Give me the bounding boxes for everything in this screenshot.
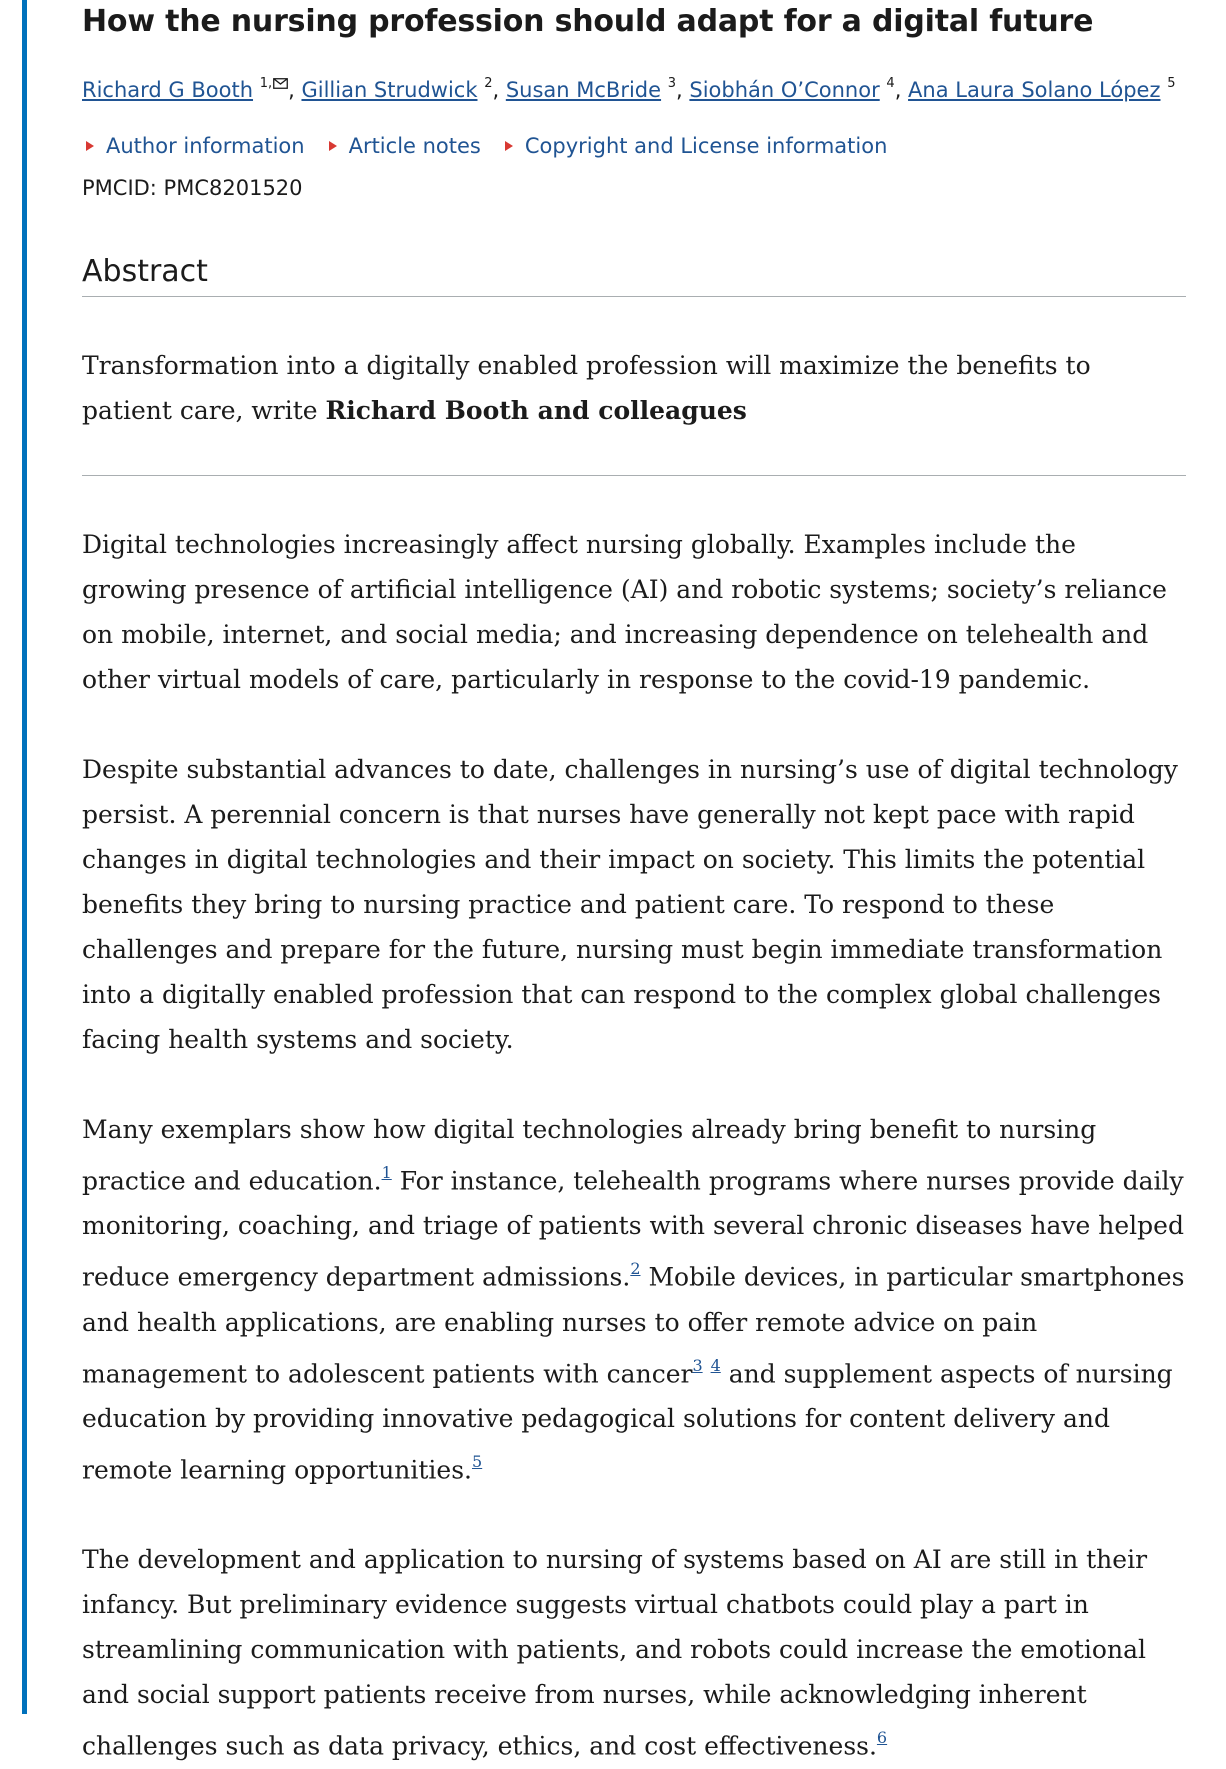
copyright-license-label: Copyright and License information: [524, 134, 888, 158]
author-link-strudwick[interactable]: Gillian Strudwick: [301, 78, 478, 102]
author-affiliation-sup: 2: [484, 76, 493, 91]
paragraph-text: and supplement aspects of nursing education by providing innovative pedagogical solutions for content delivery and remote learning opportunities.: [82, 1358, 1173, 1485]
abstract-text-plain: Transformation into a digitally enabled profession will maximize the benefits to patient care, write: [82, 351, 1091, 425]
author-list: Richard G Booth $^{1,}$ , Gillian Strudwick $^2$, Susan McBride $^3$, Siobhán O’Connor $^4$, Ana Laura Solano López $^5$: [82, 76, 1176, 102]
article-content: [82, 0, 1186, 1769]
author-affiliation-sup: 3: [667, 76, 677, 91]
reference-link-6[interactable]: 6: [876, 1728, 888, 1748]
author-link-solano-lopez[interactable]: Ana Laura Solano López: [908, 78, 1161, 102]
left-accent-bar: [22, 0, 27, 1714]
reference-link-1[interactable]: 1: [381, 1163, 392, 1182]
abstract-heading: Abstract: [82, 254, 1186, 297]
paragraph-text: The development and application to nursing of systems based on AI are still in their infancy. But preliminary evidence suggests virtual chatbots could play a part in streamlining communication with patients, and robots could increase the emotional and social support patients receive from nurses, while acknowledging inherent challenges such as data privacy, ethics, and cost effectiveness.: [82, 1545, 1148, 1761]
paragraph-text: Many exemplars show how digital technologies already bring benefit to nursing practice and education.: [82, 1115, 1097, 1196]
author-affiliation-sup: 4: [886, 76, 895, 91]
article-title: How the nursing profession should adapt for a digital future: [82, 4, 1094, 39]
body-paragraph-3: [82, 1107, 1186, 1492]
body-paragraph-2: Despite substantial advances to date, challenges in nursing’s use of digital technology persist. A perennial concern is that nurses have generally not kept pace with rapid changes in digital technologies and their impact on society. This limits the potential benefits they bring to nursing practice and patient care. To respond to these challenges and prepare for the future, nursing must begin immediate transformation into a digitally enabled profession that can respond to the complex global challenges facing health systems and society.: [82, 755, 1178, 1054]
author-affiliation-sup: 1,: [259, 76, 273, 91]
triangle-right-icon: [86, 141, 94, 151]
author-link-booth[interactable]: Richard G Booth: [82, 78, 254, 102]
body-paragraph-1: Digital technologies increasingly affect nursing globally. Examples include the growing presence of artificial intelligence (AI) and robotic systems; society’s reliance on mobile, internet, and social media; and increasing dependence on telehealth and other virtual models of care, particularly in response to the covid-19 pandemic.: [82, 530, 1167, 694]
reference-link-3[interactable]: 3: [692, 1355, 703, 1375]
article-notes-toggle[interactable]: [325, 132, 481, 160]
paragraph-text: Mobile devices, in particular smartphones and health applications, are enabling nurses to offer remote advice on pain management to adolescent patients with cancer: [82, 1262, 1185, 1388]
article-notes-label: Article notes: [348, 134, 481, 158]
author-information-toggle[interactable]: [82, 132, 305, 160]
article-info-links: [82, 132, 1186, 160]
author-affiliation-sup: 5: [1167, 76, 1176, 91]
triangle-right-icon: [505, 141, 513, 151]
pmcid: PMCID: PMC8201520: [82, 176, 303, 200]
reference-link-4[interactable]: 4: [710, 1355, 721, 1375]
copyright-license-toggle[interactable]: [501, 132, 888, 160]
abstract-text: [82, 343, 1186, 476]
abstract-text-bold: Richard Booth and colleagues: [325, 396, 747, 425]
author-link-mcbride[interactable]: Susan McBride: [505, 78, 662, 102]
author-information-label: Author information: [106, 134, 305, 158]
body-paragraph-4: [82, 1537, 1186, 1768]
reference-link-2[interactable]: 2: [630, 1259, 641, 1279]
triangle-right-icon: [329, 141, 337, 151]
mail-icon[interactable]: [273, 78, 288, 89]
author-link-oconnor[interactable]: Siobhán O’Connor: [689, 78, 880, 102]
reference-link-5[interactable]: 5: [472, 1451, 483, 1471]
paragraph-text: For instance, telehealth programs where nurses provide daily monitoring, coaching, and triage of patients with several chronic diseases have helped reduce emergency department admissions.: [82, 1166, 1184, 1292]
